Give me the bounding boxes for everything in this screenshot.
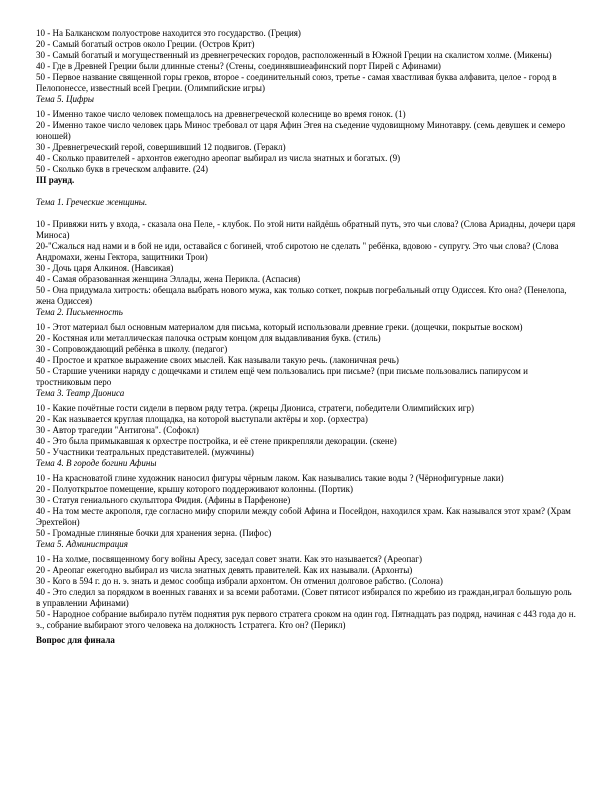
question-line: 40 - Это была примыкавшая к орхестре постройка, и её стене прикрепляли декорации. (скене) bbox=[36, 436, 397, 446]
question-block-geography bbox=[36, 28, 576, 94]
question-line: 10 - На красноватой глине художник наносил фигуры чёрным лаком. Как назывались такие воды ? (Чёрнофигурные лаки) bbox=[36, 473, 504, 483]
question-line: 20 - Ареопаг ежегодно выбирал из числа знатных девять правителей. Как их называли. (Архонты) bbox=[36, 565, 413, 575]
question-line: 10 - Какие почётные гости сидели в первом ряду тетра. (жрецы Диониса, стратеги, победители Олимпийских игр) bbox=[36, 403, 474, 413]
question-line: 20-"Сжалься над нами и в бой не иди, оставайся с богиней, чтоб сиротою не сделать " ребёнка, вдовою - супругу. Это чьи слова? (Слова Андромахи, жены Гектора, защитники Трои) bbox=[36, 241, 559, 262]
question-line: 30 - Сопровождающий ребёнка в школу. (педагог) bbox=[36, 344, 228, 354]
question-line: 50 - Участники театральных представителей. (мужчины) bbox=[36, 447, 254, 457]
question-line: 50 - Старшие ученики наряду с дощечками и стилем ещё чем пользовались при письме? (при письме пользовались папирусом и тростниковым перо bbox=[36, 366, 528, 387]
topic-heading: Тема 5. Администрация bbox=[36, 539, 128, 549]
question-line: 40 - Где в Древней Греции были длинные стены? (Стены, соединявшиеафинский порт Пирей с Афинами) bbox=[36, 61, 441, 71]
question-line: 10 - Именно такое число человек помещалось на древнегреческой колеснице во время гонок. (1) bbox=[36, 109, 406, 119]
question-line: 40 - Это следил за порядком в военных гаванях и за всеми работами. (Совет пятисот избирался по жребию из граждан,играл большую роль в управлении Афинами) bbox=[36, 587, 572, 608]
topic-heading: Тема 5. Цифры bbox=[36, 94, 94, 104]
question-block-numbers bbox=[36, 109, 576, 175]
question-line: 50 - Первое название священной горы греков, второе - соединительный союз, третье - самая хвастливая буква алфавита, целое - город в Пелопонессе, известный всей Греции. (Олимпийские игры) bbox=[36, 72, 557, 93]
question-block-athens bbox=[36, 473, 576, 539]
question-block-writing bbox=[36, 322, 576, 388]
question-line: 20 - Именно такое число человек царь Минос требовал от царя Афин Эгея на съедение чудовищному Минотавру. (семь девушек и семеро юношей) bbox=[36, 120, 566, 141]
question-line: 10 - Этот материал был основным материалом для письма, который использовали древние греки. (дощечки, покрытые воском) bbox=[36, 322, 523, 332]
question-line: 30 - Древнегреческий герой, совершивший 12 подвигов. (Геракл) bbox=[36, 142, 286, 152]
topic-heading: Тема 4. В городе богини Афины bbox=[36, 458, 157, 468]
question-block-women bbox=[36, 219, 576, 307]
question-block-theatre bbox=[36, 403, 576, 458]
topic-heading: Тема 1. Греческие женщины. bbox=[36, 197, 148, 207]
question-line: 30 - Дочь царя Алкиноя. (Навсикая) bbox=[36, 263, 174, 273]
topic-heading: Тема 3. Театр Диониса bbox=[36, 388, 125, 398]
question-line: 50 - Она придумала хитрость: обещала выбрать нового мужа, как только соткет, покрыв погребальный отцу Одиссея. Кто она? (Пенелопа, жена Одиссея) bbox=[36, 285, 567, 306]
question-line: 40 - Простое и краткое выражение своих мыслей. Как называли такую речь. (лаконичная речь) bbox=[36, 355, 399, 365]
question-line: 10 - Привяжи нить у входа, - сказала она Пеле, - клубок. По этой нити найдёшь обратный путь, это чьи слова? (Слова Ариадны, дочери царя Миноса) bbox=[36, 219, 576, 240]
question-line: 10 - На холме, посвященному богу войны Аресу, заседал совет знати. Как это называется? (Ареопаг) bbox=[36, 554, 422, 564]
question-line: 30 - Статуя гениального скульптора Фидия. (Афины в Парфеноне) bbox=[36, 495, 291, 505]
question-block-administration bbox=[36, 554, 576, 631]
question-line: 30 - Кого в 594 г. до н. э. знать и демос сообща избрали архонтом. Он отменил долговое рабство. (Солона) bbox=[36, 576, 443, 586]
question-line: 50 - Народное собрание выбирало путём поднятия рук первого стратега сроком на один год. Пятнадцать раз подряд, начиная с 443 года до н. э., собрание выбирают этого человека на должность 1стратега. Кто он? (Перикл) bbox=[36, 609, 576, 630]
question-line: 10 - На Балканском полуострове находится это государство. (Греция) bbox=[36, 28, 301, 38]
question-line: 50 - Громадные глиняные бочки для хранения зерна. (Пифос) bbox=[36, 528, 272, 538]
question-line: 40 - На том месте акрополя, где согласно мифу спорили между собой Афина и Посейдон, находился храм. Как назывался этот храм? (Храм Эрехтейон) bbox=[36, 506, 571, 527]
question-line: 20 - Костяная или металлическая палочка острым концом для выдавливания букв. (стиль) bbox=[36, 333, 381, 343]
question-line: 30 - Автор трагедии "Антигона". (Софокл) bbox=[36, 425, 199, 435]
question-line: 50 - Сколько букв в греческом алфавите. (24) bbox=[36, 164, 208, 174]
question-line: 20 - Как называется круглая площадка, на которой выступали актёры и хор. (орхестра) bbox=[36, 414, 368, 424]
document-body bbox=[36, 28, 576, 646]
round-heading: III раунд. bbox=[36, 175, 75, 185]
question-line: 20 - Самый богатый остров около Греции. (Остров Крит) bbox=[36, 39, 255, 49]
topic-heading: Тема 2. Письменность bbox=[36, 307, 123, 317]
question-line: 40 - Самая образованная женщина Эллады, жена Перикла. (Аспасия) bbox=[36, 274, 301, 284]
question-line: 30 - Самый богатый и могущественный из древнегреческих городов, расположенный в Южной Греции на скалистом холме. (Микены) bbox=[36, 50, 552, 60]
final-heading: Вопрос для финала bbox=[36, 635, 115, 645]
question-line: 20 - Полуоткрытое помещение, крышу которого поддерживают колонны. (Портик) bbox=[36, 484, 353, 494]
question-line: 40 - Сколько правителей - архонтов ежегодно ареопаг выбирал из числа знатных и богатых. (9) bbox=[36, 153, 401, 163]
